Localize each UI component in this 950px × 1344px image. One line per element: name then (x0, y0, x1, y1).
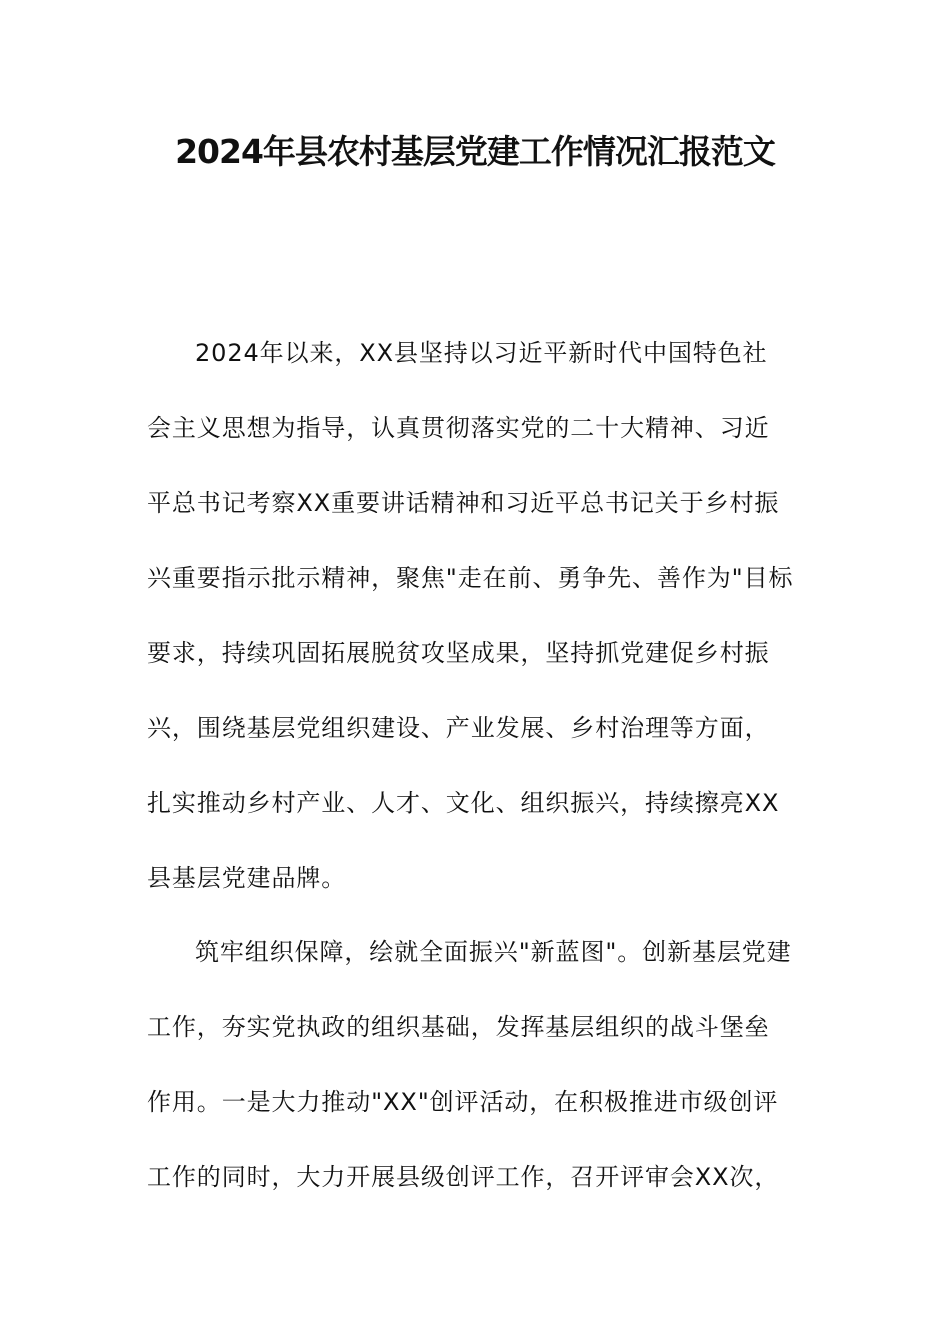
paragraph-line: 兴，围绕基层党组织建设、产业发展、乡村治理等方面， (147, 714, 770, 742)
paragraph-line: 县基层党建品牌。 (147, 864, 347, 892)
paragraph-1 (147, 316, 807, 916)
paragraph-line: 工作的同时，大力开展县级创评工作，召开评审会XX次， (147, 1163, 780, 1191)
paragraph-line: 作用。一是大力推动"XX"创评活动，在积极推进市级创评 (147, 1088, 779, 1116)
paragraph-line: 工作，夯实党执政的组织基础，发挥基层组织的战斗堡垒 (147, 1013, 770, 1041)
paragraph-line: 会主义思想为指导，认真贯彻落实党的二十大精神、习近 (147, 414, 770, 442)
paragraph-line: 兴重要指示批示精神，聚焦"走在前、勇争先、善作为"目标 (147, 564, 794, 592)
paragraph-line: 平总书记考察XX重要讲话精神和习近平总书记关于乡村振 (147, 489, 780, 517)
paragraph-2 (147, 915, 807, 1215)
paragraph-line: 2024年以来，XX县坚持以习近平新时代中国特色社 (195, 339, 768, 367)
paragraph-line: 筑牢组织保障，绘就全面振兴"新蓝图"。创新基层党建 (195, 938, 792, 966)
paragraph-line: 扎实推动乡村产业、人才、文化、组织振兴，持续擦亮XX (147, 789, 780, 817)
paragraph-line: 要求，持续巩固拓展脱贫攻坚成果，坚持抓党建促乡村振 (147, 639, 770, 667)
document-title: 2024年县农村基层党建工作情况汇报范文 (175, 132, 775, 171)
